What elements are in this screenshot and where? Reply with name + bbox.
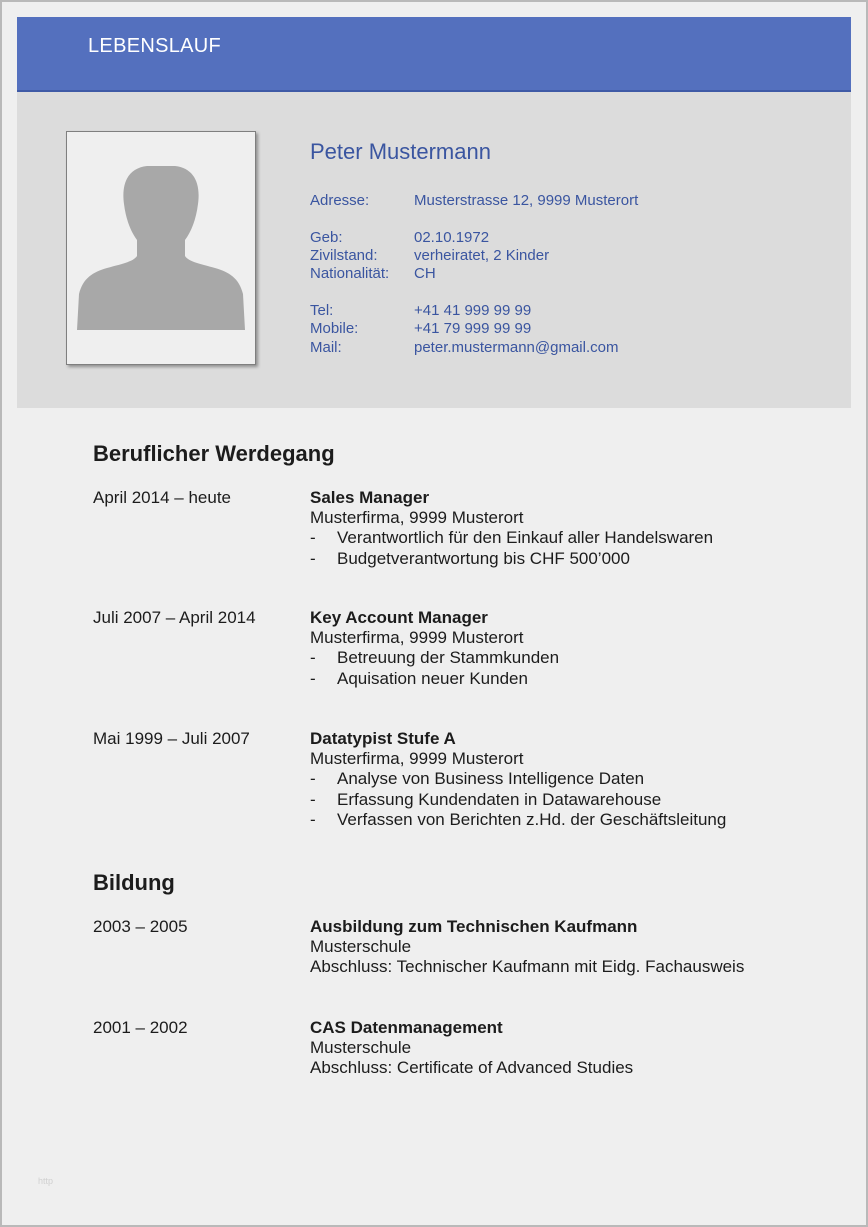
- mobile-label: Mobile:: [310, 320, 359, 337]
- bullet-dash: -: [310, 548, 316, 568]
- mail-value: peter.mustermann@gmail.com: [414, 339, 619, 356]
- tel-label: Tel:: [310, 302, 334, 319]
- graduation: Abschluss: Technischer Kaufmann mit Eidg. Fachausweis: [310, 957, 745, 977]
- bullet-text: Betreuung der Stammkunden: [337, 648, 560, 668]
- company: Musterfirma, 9999 Musterort: [310, 628, 524, 648]
- bullet-dash: -: [310, 668, 316, 688]
- bullet-text: Budgetverantwortung bis CHF 500’000: [337, 548, 630, 568]
- bullet-dash: -: [310, 528, 316, 548]
- person-silhouette-icon: [77, 166, 245, 330]
- bullet-text: Verantwortlich für den Einkauf aller Handelswaren: [337, 528, 714, 548]
- birth-value: 02.10.1972: [414, 229, 490, 246]
- bullet-item: [310, 528, 713, 548]
- bullet-item: [310, 648, 559, 668]
- person-name: Peter Mustermann: [310, 139, 491, 164]
- bullet-item: [310, 810, 726, 830]
- entry-body: [310, 729, 726, 830]
- bullet-text: Analyse von Business Intelligence Daten: [337, 769, 645, 789]
- job-title: Key Account Manager: [310, 608, 488, 627]
- graduation: Abschluss: Certificate of Advanced Studies: [310, 1058, 634, 1078]
- entry-date: 2001 – 2002: [93, 1018, 188, 1037]
- watermark: http: [38, 1176, 54, 1186]
- entry-body: [310, 608, 559, 689]
- civil-status-label: Zivilstand:: [310, 247, 378, 264]
- entry-date: Mai 1999 – Juli 2007: [93, 729, 250, 748]
- school: Musterschule: [310, 937, 412, 957]
- bullet-dash: -: [310, 789, 316, 809]
- job-title: Datatypist Stufe A: [310, 729, 456, 748]
- company: Musterfirma, 9999 Musterort: [310, 508, 524, 528]
- nationality-label: Nationalität:: [310, 265, 390, 282]
- bullet-text: Erfassung Kundendaten in Datawarehouse: [337, 789, 662, 809]
- entry-date: 2003 – 2005: [93, 917, 188, 936]
- mail-label: Mail:: [310, 339, 342, 356]
- bullet-item: [310, 549, 713, 569]
- bullet-item: [310, 669, 559, 689]
- mobile-value: +41 79 999 99 99: [414, 320, 532, 337]
- tel-value: +41 41 999 99 99: [414, 302, 532, 319]
- entry-body: [310, 917, 744, 978]
- nationality-value: CH: [414, 265, 436, 282]
- entry-body: [310, 488, 713, 569]
- address-label: Adresse:: [310, 192, 370, 209]
- entry-date: April 2014 – heute: [93, 488, 231, 507]
- degree-title: CAS Datenmanagement: [310, 1018, 503, 1037]
- job-title: Sales Manager: [310, 488, 430, 507]
- bullet-text: Verfassen von Berichten z.Hd. der Geschäftsleitung: [337, 809, 727, 829]
- entry-body: [310, 1018, 633, 1079]
- company: Musterfirma, 9999 Musterort: [310, 749, 524, 769]
- bullet-item: [310, 790, 726, 810]
- header-bar: [17, 17, 851, 92]
- bullet-item: [310, 769, 726, 789]
- bullet-dash: -: [310, 769, 316, 789]
- bullet-text: Aquisation neuer Kunden: [337, 668, 528, 688]
- document-title: LEBENSLAUF: [88, 35, 222, 57]
- civil-status-value: verheiratet, 2 Kinder: [414, 247, 550, 264]
- entry-date: Juli 2007 – April 2014: [93, 608, 256, 627]
- bullet-dash: -: [310, 809, 316, 829]
- birth-label: Geb:: [310, 229, 343, 246]
- address-value: Musterstrasse 12, 9999 Musterort: [414, 192, 639, 209]
- bullet-dash: -: [310, 648, 316, 668]
- degree-title: Ausbildung zum Technischen Kaufmann: [310, 917, 638, 936]
- school: Musterschule: [310, 1038, 412, 1058]
- career-section-title: Beruflicher Werdegang: [93, 441, 335, 466]
- profile-photo: [66, 131, 256, 365]
- education-section-title: Bildung: [93, 870, 175, 895]
